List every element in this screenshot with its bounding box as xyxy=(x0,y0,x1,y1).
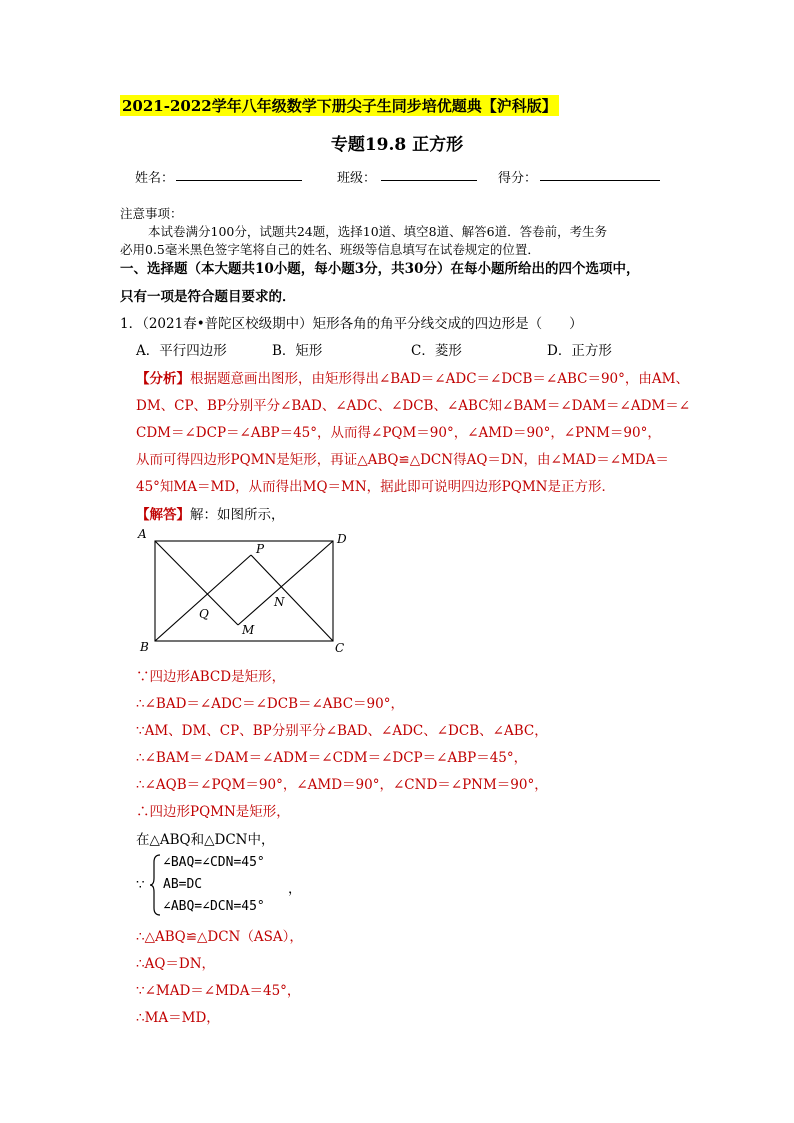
bisector-dm xyxy=(238,541,333,625)
name-label: 姓名： xyxy=(135,171,175,186)
system-line-1: ∠BAQ=∠CDN=45° xyxy=(163,855,265,870)
bisector-am xyxy=(155,541,238,625)
solution-step-3: ∵AM、DM、CP、BP分别平分∠BAD、∠ADC、∠DCB、∠ABC， xyxy=(136,723,548,739)
analysis-tag: 【分析】 xyxy=(136,371,190,387)
analysis-line-2: DM、CP、BP分别平分∠BAD、∠ADC、∠DCB、∠ABC知∠BAM＝∠DAM＝∠ADM＝∠ xyxy=(136,398,691,414)
notice-line-2: 必用0.5毫米黑色签字笔将自己的姓名、班级等信息填写在试卷规定的位置． xyxy=(120,242,540,257)
label-b: B xyxy=(140,640,149,654)
name-field-line[interactable] xyxy=(176,180,302,181)
score-field-line[interactable] xyxy=(540,180,660,181)
solution-step-11: ∴MA＝MD， xyxy=(136,1010,220,1026)
class-field-line[interactable] xyxy=(381,180,477,181)
solution-step-6: ∴四边形PQMN是矩形， xyxy=(136,804,290,820)
solution-step-10: ∵∠MAD＝∠MDA＝45°， xyxy=(136,983,301,999)
answer-tag: 【解答】 xyxy=(136,507,190,523)
solution-step-8: ∴△ABQ≌△DCN（ASA）， xyxy=(136,929,303,945)
series-title: 学年八年级数学下册尖子生同步培优题典【沪科版】 xyxy=(211,97,557,115)
page-title: 专题19.8 正方形 xyxy=(330,135,464,155)
label-n: N xyxy=(274,595,285,609)
analysis-line-5: 45°知MA＝MD，从而得出MQ＝MN，据此即可说明四边形PQMN是正方形． xyxy=(136,479,615,495)
analysis-line-4: 从而可得四边形PQMN是矩形，再证△ABQ≌△DCN得AQ＝DN，由∠MAD＝∠MDA＝ xyxy=(136,452,669,468)
solution-step-7: 在△ABQ和△DCN中， xyxy=(136,832,275,848)
class-label: 班级： xyxy=(337,171,377,186)
bisector-bp xyxy=(155,555,251,641)
analysis-line-1 xyxy=(136,367,689,387)
system-line-2: AB=DC xyxy=(163,877,203,892)
question-stem: 1．（2021春•普陀区校级期中）矩形各角的角平分线交成的四边形是（ ） xyxy=(120,316,583,332)
analysis-text-1: 根据题意画出图形，由矩形得出∠BAD＝∠ADC＝∠DCB＝∠ABC＝90°，由AM、 xyxy=(190,371,689,387)
solution-step-2: ∴∠BAD＝∠ADC＝∠DCB＝∠ABC＝90°， xyxy=(136,696,404,712)
score-label: 得分： xyxy=(498,171,538,186)
system-line-3: ∠ABQ=∠DCN=45° xyxy=(163,899,265,914)
because-symbol: ∵ xyxy=(136,877,145,893)
label-m: M xyxy=(242,623,255,637)
section-heading-line-2: 只有一项是符合题目要求的． xyxy=(120,289,296,305)
solution-step-9: ∴AQ＝DN， xyxy=(136,956,216,972)
year-range: 2021-2022 xyxy=(122,97,212,115)
answer-line xyxy=(136,503,285,523)
notice-heading: 注意事项： xyxy=(120,206,183,221)
analysis-line-3: CDM＝∠DCP＝∠ABP＝45°，从而得∠PQM＝90°，∠AMD＝90°，∠PNM＝90°， xyxy=(136,425,661,441)
solution-step-5: ∴∠AQB＝∠PQM＝90°，∠AMD＝90°，∠CND＝∠PNM＝90°， xyxy=(136,777,548,793)
option-c[interactable]: C．菱形 xyxy=(411,343,462,359)
series-title-highlight xyxy=(120,95,559,116)
label-p: P xyxy=(256,542,265,556)
option-d[interactable]: D．正方形 xyxy=(547,343,612,359)
label-a: A xyxy=(138,527,147,541)
label-q: Q xyxy=(199,607,209,621)
option-a[interactable]: A．平行四边形 xyxy=(136,343,227,359)
bisector-cp xyxy=(251,555,333,641)
left-brace xyxy=(150,854,162,916)
system-comma: ， xyxy=(288,881,302,897)
section-heading-line-1: 一、选择题（本大题共10小题，每小题3分，共30分）在每小题所给出的四个选项中， xyxy=(120,261,640,277)
answer-intro: 解：如图所示， xyxy=(190,507,285,523)
label-c: C xyxy=(335,641,345,655)
notice-line-1: 本试卷满分100分，试题共24题，选择10道、填空8道、解答6道．答卷前，考生务 xyxy=(148,224,608,239)
label-d: D xyxy=(337,532,347,546)
rectangle-figure xyxy=(130,525,360,660)
solution-step-4: ∴∠BAM＝∠DAM＝∠ADM＝∠CDM＝∠DCP＝∠ABP＝45°， xyxy=(136,750,528,766)
solution-step-1: ∵四边形ABCD是矩形， xyxy=(136,669,286,685)
option-b[interactable]: B．矩形 xyxy=(272,343,323,359)
